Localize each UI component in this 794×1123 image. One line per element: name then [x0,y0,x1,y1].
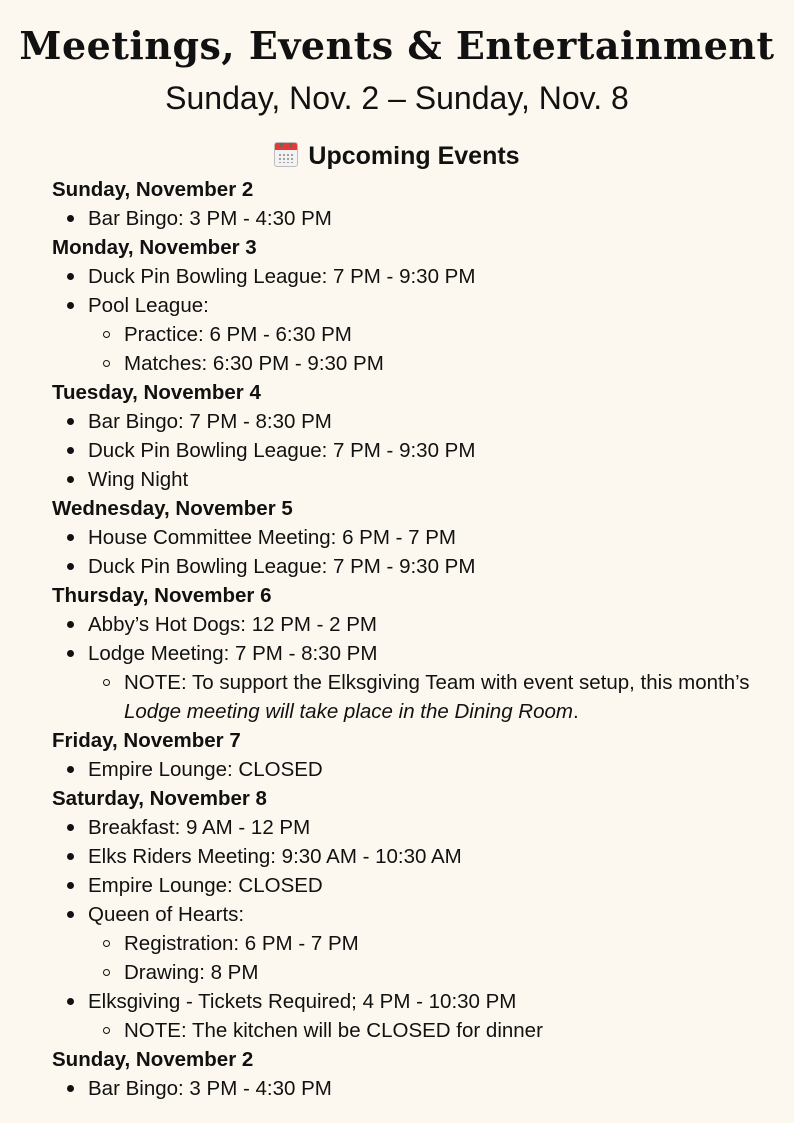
event-item-text: Duck Pin Bowling League: 7 PM - 9:30 PM [88,436,752,465]
event-item [52,610,752,639]
day-heading: Friday, November 7 [52,729,241,752]
event-subitem-text: Matches: 6:30 PM - 9:30 PM [124,352,384,375]
event-list [52,262,752,378]
event-sublist [88,668,752,726]
event-item [52,552,752,581]
event-item-text: Elksgiving - Tickets Required; 4 PM - 10:30 PM [88,987,752,1016]
event-list [52,407,752,494]
page-title: Meetings, Events & Entertainment [19,23,775,68]
event-item [52,204,752,233]
day-heading: Monday, November 3 [52,236,257,259]
event-item [52,639,752,726]
event-subitem [88,929,752,958]
section-heading-label: Upcoming Events [308,142,520,170]
event-schedule [52,175,752,1103]
event-item-text: Lodge Meeting: 7 PM - 8:30 PM [88,639,752,668]
event-list [52,204,752,233]
section-heading [0,140,794,172]
event-item-text: Duck Pin Bowling League: 7 PM - 9:30 PM [88,262,752,291]
calendar-icon [274,142,298,167]
event-item-text: Duck Pin Bowling League: 7 PM - 9:30 PM [88,552,752,581]
event-item [52,987,752,1045]
event-subitem-text: Registration: 6 PM - 7 PM [124,932,359,955]
event-subitem [88,668,752,726]
event-item-text: Bar Bingo: 7 PM - 8:30 PM [88,407,752,436]
event-item-text: House Committee Meeting: 6 PM - 7 PM [88,523,752,552]
event-item [52,523,752,552]
day-heading: Wednesday, November 5 [52,497,293,520]
event-item [52,842,752,871]
day-heading: Thursday, November 6 [52,584,272,607]
day-heading: Tuesday, November 4 [52,381,261,404]
event-list [52,610,752,726]
event-subitem [88,320,752,349]
event-item [52,465,752,494]
event-subitem-text: NOTE: To support the Elksgiving Team with event setup, this month’s [124,671,750,694]
event-item-text: Abby’s Hot Dogs: 12 PM - 2 PM [88,610,752,639]
event-list [52,813,752,1045]
day-heading: Sunday, November 2 [52,1048,254,1071]
event-item [52,262,752,291]
event-subitem [88,1016,752,1045]
event-item [52,1074,752,1103]
day-heading: Saturday, November 8 [52,787,267,810]
event-item-text: Empire Lounge: CLOSED [88,755,752,784]
event-subitem-text: Drawing: 8 PM [124,961,259,984]
event-list [52,1074,752,1103]
event-item [52,291,752,378]
event-item-text: Elks Riders Meeting: 9:30 AM - 10:30 AM [88,842,752,871]
event-item [52,900,752,987]
date-range: Sunday, Nov. 2 – Sunday, Nov. 8 [165,80,629,116]
event-item-text: Bar Bingo: 3 PM - 4:30 PM [88,204,752,233]
event-item [52,871,752,900]
day-heading: Sunday, November 2 [52,178,254,201]
event-item-text: Queen of Hearts: [88,900,752,929]
event-sublist [88,320,752,378]
event-subitem-text: Practice: 6 PM - 6:30 PM [124,323,352,346]
event-subitem-text: NOTE: The kitchen will be CLOSED for dinner [124,1019,543,1042]
event-item [52,407,752,436]
event-item-text: Breakfast: 9 AM - 12 PM [88,813,752,842]
event-item-text: Bar Bingo: 3 PM - 4:30 PM [88,1074,752,1103]
event-item [52,436,752,465]
event-sublist [88,1016,752,1045]
event-subitem-suffix: . [572,700,579,723]
event-item-text: Wing Night [88,465,752,494]
event-item-text: Empire Lounge: CLOSED [88,871,752,900]
event-item-text: Pool League: [88,291,752,320]
event-list [52,755,752,784]
event-item [52,813,752,842]
event-item [52,755,752,784]
event-subitem [88,349,752,378]
event-subitem-emphasis: Lodge meeting will take place in the Dining Room [124,700,573,723]
event-subitem [88,958,752,987]
event-list [52,523,752,581]
event-sublist [88,929,752,987]
